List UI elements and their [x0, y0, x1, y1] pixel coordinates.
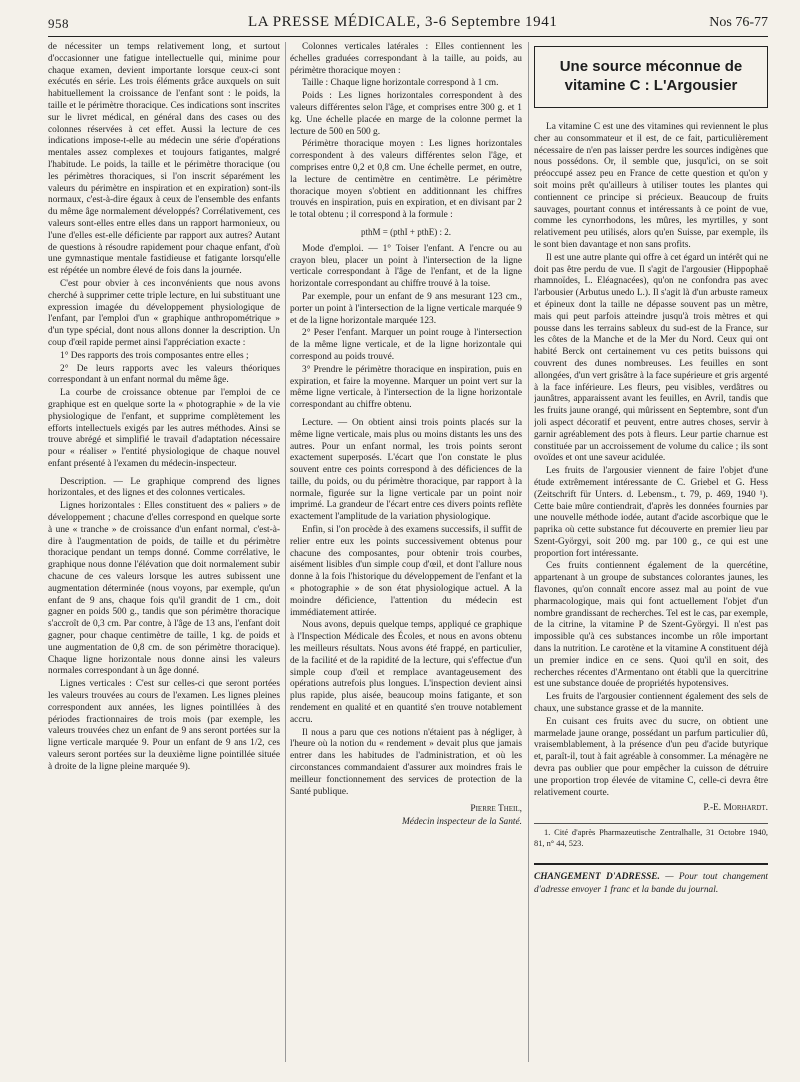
paragraph: La vitamine C est une des vitamines qui reviennent le plus cher au consommateur et il est, de ce fait, particulièrement nécessaire de n'en pas laisser perdre les sources indigènes que nous possédons. Or, il semble que, jusqu'ici, on se soit préoccupé assez peu en France de cette question et qu'on y soit moins prêt qu'ailleurs à utiliser toutes les plantes qui contiennent ce principe si précieux. Beaucoup de fruits sauvages, pourtant connus et intéressants à ce point de vue, comme les cynorrhodons, les mûres, les myrtilles, y sont relativement peu utilisés, alors qu'en Suisse, par exemple, ils le sont bien davantage et non sans profits.	[534, 122, 768, 250]
signature-name: Pierre Theil,	[470, 804, 522, 815]
paragraph: Nous avons, depuis quelque temps, appliqué ce graphique à l'Inspection Médicale des Écoles, et nous en avons obtenu les meilleurs résultats. Nous avons été frappé, en particulier, de la facilité et de la rapidité de la lecture, qui s'effectue d'un simple coup d'œil et remplace avantageusement des opérations autrefois plus longues. L'inspection devient ainsi plus rapide, plus aisée, beaucoup moins fatigante, et son rendement en qualité et en quantité s'en trouve notablement accru.	[290, 620, 522, 725]
signature-role: Médecin inspecteur de la Santé.	[401, 817, 522, 828]
paragraph: 3° Prendre le périmètre thoracique en inspiration, puis en expiration, et faire la moyenne. Marquer un point vert sur la même ligne verticale, à l'intersection de la ligne horizontale correspondant au chiffre obtenu.	[290, 364, 522, 411]
paragraph: Périmètre thoracique moyen : Les lignes horizontales correspondent à des valeurs différentes selon l'âge, et comprises entre 0,2 et 0,8 cm. Une échelle permet, en outre, la lecture de centimètre en centimètre. Le périmètre thoracique moyen s'obtient en additionnant les chiffres trouvés en inspiration, puis en expiration, et en divisant par 2 le total obtenu ; il correspond à la formule :	[290, 139, 522, 221]
formula: pthM = (pthI + pthE) : 2.	[361, 226, 451, 237]
address-change-notice	[534, 863, 768, 897]
paragraph: Il est une autre plante qui offre à cet égard un intérêt qui ne doit pas être perdu de vue. Il s'agit de l'argousier (Hippophaë rhamnoïdes, L. Eléagnacées), qu'on ne confondra pas avec l'arbousier (Arbutus unedo L.). Il s'agit là d'un arbuste rameux et épineux dont la taille ne dépasse souvent pas un mètre, mais qui peut parfois atteindre jusqu'à trois mètres et qui pousse dans les terrains sableux du sud-est de la France, sur les côtes de la Manche et de la Mer du Nord. Ceux qui ont habité Berck ont certainement vu ces petits buissons qui couvrent des dunes nombreuses. Les feuilles en sont allongées, d'un vert grisâtre à la face supérieure et gris argenté à la face inférieure. Les fleurs, peu visibles, verdâtres ou jaunâtres, apparaissent avant les feuilles, en Avril, tandis que les fruits jaune orangé, qui mûrissent en Septembre, sont d'un joli aspect décoratif et peuvent, entre autres choses, servir à garnir agréablement des pots à fleurs. Leur partie charnue est constituée par un accroissement de volume du calice ; ils sont ovoïdes et ont une saveur acidulée.	[534, 252, 768, 464]
paragraph: 1° Des rapports des trois composantes entre elles ;	[60, 350, 249, 361]
paragraph: Enfin, si l'on procède à des examens successifs, il suffit de relier entre eux les points successivement obtenus pour chacune des composantes, pour obtenir trois courbes, aisément lisibles d'un simple coup d'œil, et dont l'allure nous donne à la fois l'historique du développement de l'enfant et la « photographie » de son état physiologique actuel. A la moindre déficience, l'attention du médecin est immédiatement attirée.	[290, 525, 522, 618]
paragraph: 2° Peser l'enfant. Marquer un point rouge à l'intersection de la même ligne verticale, et de la ligne horizontale qui correspond au poids trouvé.	[290, 328, 522, 362]
paragraph: Poids : Les lignes horizontales correspondent à des valeurs différentes selon l'âge, et comprises entre 300 g. et 1 kg. Une échelle placée en marge de la colonne permet la lecture de 500 en 500 g.	[290, 91, 522, 137]
article-body	[534, 122, 768, 815]
paragraph: Il nous a paru que ces notions n'étaient pas à négliger, à l'heure où la notion du « rendement » devait plus que jamais entrer dans les habitudes de l'administration, et où les circonstances commandaient d'assurer aux moindres frais le meilleur fonctionnement des services de protection de la Santé publique.	[290, 727, 522, 797]
paragraph: Taille : Chaque ligne horizontale correspond à 1 cm.	[302, 78, 499, 89]
column-middle	[290, 42, 522, 1072]
paragraph: de nécessiter un temps relativement long, et surtout d'occasionner une fatigue intellectuelle qui, minime pour chaque examen, devient importante lorsque ceux-ci sont exécutés en série. Les trois éléments grâce auxquels on suit habituellement la croissance de l'enfant sont : le poids, la taille et le périmètre thoracique. Ces indications sont inscrites sur le livret médical, en général dans des cases ou des colonnes réservées à cet effet. Aussi la lecture de ces indications impose-t-elle au médecin une série d'opérations mentales assez complexes et toujours fatigantes, malgré l'habitude. Le poids, la taille et le périmètre thoracique (ou les périmètres thoraciques, si l'on inscrit séparément les valeurs du périmètre en inspiration et en expiration) sont-ils normaux, c'est-à-dire égaux à ceux de l'ensemble des enfants du même âge normalement développés? Corrélativement, ces valeurs sont-elles entre elles dans un rapport harmonieux, ou l'une d'elles est-elle déficiente par rapport aux autres? Autant de questions à résoudre rapidement pour chaque enfant, d'où une gymnastique mentale fastidieuse et fatigante lorsqu'elle est répétée un nombre élevé de fois dans la journée.	[48, 42, 280, 277]
column-divider	[285, 42, 286, 1062]
paragraph: En cuisant ces fruits avec du sucre, on obtient une marmelade jaune orange, possédant un parfum particulier dû, vraisemblablement, à la présence d'un peu d'acide butyrique et, paraît-il, tout à fait agréable à consommer. La ménagère ne devra pas oublier que pour empêcher la cuisson de détruire une proportion trop élevée de vitamine C, celle-ci devra être relativement courte.	[534, 716, 768, 798]
paragraph: Les fruits de l'argousier contiennent également des sels de chaux, une substance grasse et de la mannite.	[534, 692, 768, 715]
article-title-box	[534, 46, 768, 108]
paragraph: Lecture. — On obtient ainsi trois points placés sur la même ligne verticale, mais plus ou moins distants les uns des autres. Pour un enfant normal, les trois points seront exactement superposés. L'écart que l'on constate le plus souvent entre ces points correspond à des déficiences de la taille, du poids, ou du périmètre thoracique, par rapport à la normale, figurée sur la ligne verticale par un point noir imprimé. La grandeur de l'écart entre ces divers points reflète exactement l'amplitude de la variation physiologique.	[290, 417, 522, 523]
article-author: P.-E. Morhardt.	[703, 803, 768, 814]
notice-text: — Pour tout changement d'adresse envoyer 1 franc et la bande du journal.	[534, 872, 768, 896]
paragraph: Mode d'emploi. — 1° Toiser l'enfant. A l'encre ou au crayon bleu, placer un point à l'intersection de la ligne verticale correspondant à l'âge de l'enfant, et de la ligne horizontale correspondant au chiffre trouvé à la toise.	[290, 243, 522, 290]
paragraph: C'est pour obvier à ces inconvénients que nous avons cherché à supprimer cette triple lecture, en lui substituant une expression imagée du développement physiologique de l'enfant, par l'emploi d'un « graphique anthropométrique » d'un type spécial, dont nous allons donner la description. Un coup d'œil rapide permet ainsi l'appréciation exacte :	[48, 278, 280, 348]
footnote	[534, 823, 768, 849]
paragraph: Lignes horizontales : Elles constituent des « paliers » de développement ; chacune d'elles correspond en quelque sorte à une « tranche » de croissance d'un enfant normal, c'est-à-dire à l'augmentation de poids, de taille et du périmètre thoracique pendant un temps donné. Comme corrélative, le graphique nous donne l'élévation que doit normalement subir chacune de ces valeurs lorsque les autres subissent une augmentation déterminée (nous voyons, par exemple, qu'un enfant de 9 ans, chaque fois qu'il grandit de 1 cm., doit gagner en poids 500 g., tandis que son périmètre thoracique s'accroît de 0,3 cm. Par contre, à l'âge de 13 ans, l'enfant doit gagner, pour chaque centimètre de taille, 1 kg. de poids et une augmentation de 0,8 cm. de son périmètre thoracique). Chaque ligne horizontale nous donne ainsi les valeurs normales correspondant à un âge donné.	[48, 501, 280, 677]
page-header	[48, 12, 768, 37]
footnote-text: 1. Cité d'après Pharmazeutische Zentralhalle, 31 Octobre 1940, 81, n° 44, 523.	[534, 828, 768, 848]
newspaper-page	[48, 12, 768, 1074]
paragraph: Les fruits de l'argousier viennent de faire l'objet d'une étude extrêmement intéressante de C. Griebel et G. Hess (Zeitschrift für Unters. d. Lebensm., t. 79, p. 469, 1940 ¹). Cette baie mûre contiendrait, d'après les données fournies par une nouvelle méthode iodée, autant d'acide ascorbique que le paprika où cette substance fut découverte en premier lieu par Szent-Györgyi, soit 200 mg. par 100 g., ce qui est une proportion fort intéressante.	[534, 466, 768, 559]
notice-lead: CHANGEMENT D'ADRESSE.	[534, 872, 660, 883]
page-number: 958	[48, 16, 69, 31]
article-title: Une source méconnue de vitamine C : L'Argousier	[559, 58, 743, 94]
journal-title: LA PRESSE MÉDICALE, 3-6 Septembre 1941	[248, 14, 558, 30]
paragraph: Lignes verticales : C'est sur celles-ci que seront portées les valeurs trouvées au cours de l'examen. Les lignes pleines correspondent aux années, les lignes pointillées à des périodes fractionnaires de trois mois (par exemple, les valeurs trouvées chez un enfant de 9 ans seront portées sur la ligne verticale marquée 9. Pour un enfant de 9 ans 1/2, ces valeurs seront portées sur la deuxième ligne pointillée située à droite de la ligne pleine marquée 9).	[48, 679, 280, 772]
paragraph: Colonnes verticales latérales : Elles contiennent les échelles graduées correspondant à la taille, au poids, au périmètre thoracique moyen :	[290, 42, 522, 76]
paragraph: Description. — Le graphique comprend des lignes horizontales, et des lignes et des colonnes verticales.	[48, 476, 280, 499]
column-divider	[528, 42, 529, 1062]
paragraph: La courbe de croissance obtenue par l'emploi de ce graphique est en quelque sorte la « photographie » de la vie physiologique de l'enfant, et supprime complètement les efforts intellectuels exigés par les autres méthodes. Ainsi se trouve abrégé et simplifié le travail d'adaptation nécessaire pour « réaliser » l'entité physiologique de chaque nouvel enfant présenté à l'examen du médecin-inspecteur.	[48, 388, 280, 469]
article-columns	[48, 42, 768, 1072]
paragraph: Par exemple, pour un enfant de 9 ans mesurant 123 cm., porter un point à l'intersection de la ligne verticale marquée 9 et de la ligne horizontale marquée 123.	[290, 291, 522, 326]
column-left	[48, 42, 280, 1072]
paragraph: 2° De leurs rapports avec les valeurs théoriques correspondant à un enfant normal du même âge.	[48, 363, 280, 386]
issue-number: Nos 76-77	[709, 15, 768, 30]
column-right	[534, 42, 768, 1072]
paragraph: Ces fruits contiennent également de la quercétine, appartenant à un groupe de substances colorantes jaunes, les flavones, qu'on connaît encore assez mal au point de vue pharmacologique, mais qui font actuellement l'objet d'un nombre grandissant de recherches. Tel est le cas, par exemple, de la citrine, la vitamine P de Szent-Györgyi. Il n'est pas impossible qu'à ces substances incombe un rôle important dans la nutrition. Le carotène et la vitamine A constituent déjà un premier indice en ce sens. Quoi qu'il en soit, des recherches récentes d'Armentano ont établi que la quercitrine est une substance douée de propriétés hypotensives.	[534, 561, 768, 690]
